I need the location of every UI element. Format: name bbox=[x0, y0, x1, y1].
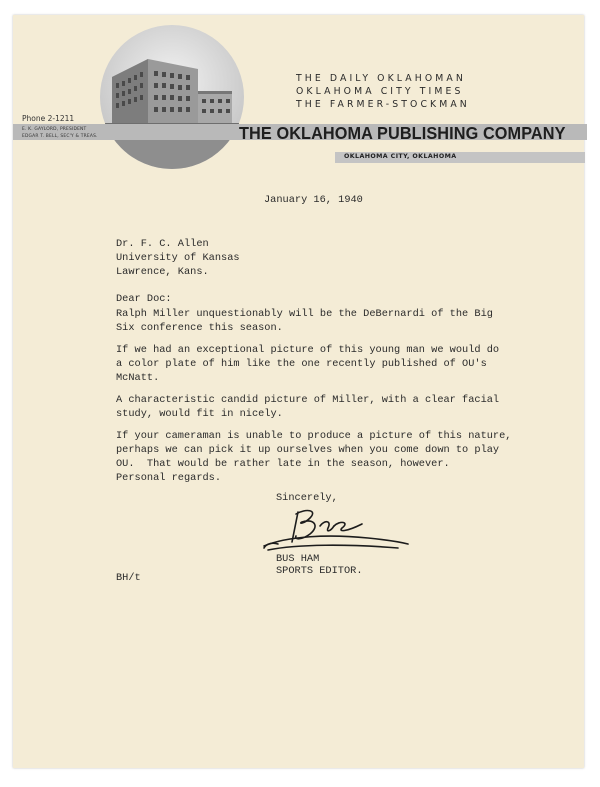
officer-secretary: EDGAR T. BELL, SEC'Y & TREAS. bbox=[22, 134, 98, 139]
paragraph-line: McNatt. bbox=[116, 372, 160, 384]
officer-president: E. K. GAYLORD, PRESIDENT bbox=[22, 127, 87, 132]
typist-initials: BH/t bbox=[116, 572, 141, 584]
publication-farmer-stockman: THE FARMER-STOCKMAN bbox=[296, 99, 470, 110]
paragraph-line: Ralph Miller unquestionably will be the DeBernardi of the Big bbox=[116, 308, 493, 320]
company-city: OKLAHOMA CITY, OKLAHOMA bbox=[344, 153, 457, 160]
address-line: Lawrence, Kans. bbox=[116, 266, 209, 278]
paragraph-line: Six conference this season. bbox=[116, 322, 283, 334]
phone-number: Phone 2-1211 bbox=[22, 114, 75, 123]
signer-title: SPORTS EDITOR. bbox=[276, 565, 363, 577]
company-name: THE OKLAHOMA PUBLISHING COMPANY bbox=[239, 123, 566, 143]
publication-city-times: OKLAHOMA CITY TIMES bbox=[296, 86, 464, 97]
salutation: Dear Doc: bbox=[116, 293, 172, 305]
sign-off: Sincerely, bbox=[276, 492, 338, 504]
paragraph-line: A characteristic candid picture of Miller, with a clear facial bbox=[116, 394, 500, 406]
building-emblem bbox=[100, 25, 244, 169]
paragraph-line: If we had an exceptional picture of this young man we would do bbox=[116, 344, 500, 356]
address-line: University of Kansas bbox=[116, 252, 240, 264]
paragraph-line: study, would fit in nicely. bbox=[116, 408, 283, 420]
paragraph-line: perhaps we can pick it up ourselves when you come down to play bbox=[116, 444, 500, 456]
address-line: Dr. F. C. Allen bbox=[116, 238, 209, 250]
signer-name: BUS HAM bbox=[276, 553, 320, 565]
letter-date: January 16, 1940 bbox=[264, 194, 363, 206]
paragraph-line: OU. That would be rather late in the season, however. bbox=[116, 458, 450, 470]
closing-regards: Personal regards. bbox=[116, 472, 222, 484]
paragraph-line: a color plate of him like the one recently published of OU's bbox=[116, 358, 487, 370]
publication-daily-oklahoman: THE DAILY OKLAHOMAN bbox=[296, 73, 466, 84]
paragraph-line: If your cameraman is unable to produce a picture of this nature, bbox=[116, 430, 512, 442]
